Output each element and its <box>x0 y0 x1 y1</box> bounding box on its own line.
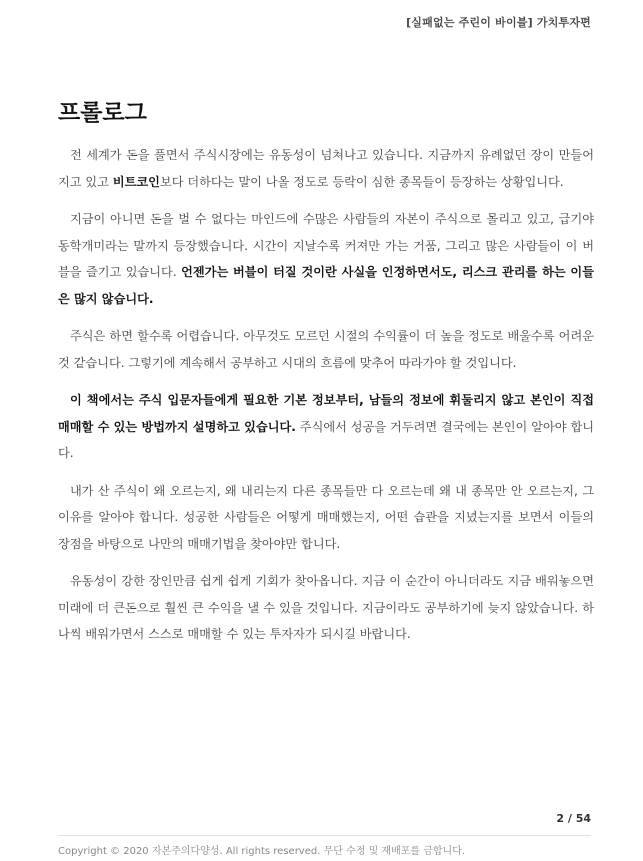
text-run: 주식에서 성공을 거두려면 결국에는 본인이 알아야 합니다. <box>58 419 594 460</box>
body-text <box>58 142 594 659</box>
paragraph <box>58 206 594 312</box>
paragraph <box>58 568 594 648</box>
copyright-notice: Copyright © 2020 자본주의다양성. All rights reserved. 무단 수정 및 재배포를 금합니다. <box>58 846 466 857</box>
paragraph <box>58 387 594 467</box>
emphasized-text: 비트코인 <box>112 174 160 189</box>
text-run: 유동성이 강한 장인만큼 쉽게 쉽게 기회가 찾아옵니다. 지금 이 순간이 아니더라도 지금 배워놓으면 미래에 더 큰돈으로 훨씬 큰 수익을 낼 수 있을 것입니다. 지금이라도 공부하기에 늦지 않았습니다. 하나씩 배워가면서 스스로 매매할 수 있는 투자자가 되시길 바랍니다. <box>58 574 594 641</box>
text-run: 보다 더하다는 말이 나올 정도로 등락이 심한 종목들이 등장하는 상황입니다. <box>159 174 564 189</box>
emphasized-text: 이 책에서는 주식 입문자들에게 필요한 기본 정보부터, 남들의 정보에 휘둘리지 않고 본인이 직접 매매할 수 있는 방법까지 설명하고 있습니다. <box>58 393 594 434</box>
chapter-title: 프롤로그 <box>58 100 147 126</box>
text-run: 전 세계가 돈을 풀면서 주식시장에는 유동성이 넘쳐나고 있습니다. 지금까지 유례없던 장이 만들어지고 있고 <box>58 148 594 189</box>
text-run: 지금이 아니면 돈을 벌 수 없다는 마인드에 수많은 사람들의 자본이 주식으로 몰리고 있고, 급기야 동학개미라는 말까지 등장했습니다. 시간이 지날수록 커져만 가는 거품, 그리고 많은 사람들이 이 버블을 즐기고 있습니다. <box>58 212 594 279</box>
text-run: 내가 산 주식이 왜 오르는지, 왜 내리는지 다른 종목들만 다 오르는데 왜 내 종목만 안 오르는지, 그 이유를 알아야 합니다. 성공한 사람들은 어떻게 매매했는지, 어떤 습관을 지녔는지를 보면서 이들의 장점을 바탕으로 나만의 매매기법을 찾아야만 합니다. <box>58 483 594 551</box>
footer-divider <box>58 835 591 836</box>
paragraph <box>58 323 594 376</box>
paragraph <box>58 478 594 558</box>
emphasized-text: 언젠가는 버블이 터질 것이란 사실을 인정하면서도, 리스크 관리를 하는 이들은 많지 않습니다. <box>58 265 594 306</box>
text-run: 주식은 하면 할수록 어렵습니다. 아무것도 모르던 시절의 수익률이 더 높을 정도로 배울수록 어려운 것 같습니다. 그렇기에 계속해서 공부하고 시대의 흐름에 맞추어 따라가야 할 것입니다. <box>58 329 594 370</box>
page-number: 2 / 54 <box>556 812 591 825</box>
paragraph <box>58 142 594 195</box>
document-header: [실패없는 주린이 바이블] 가치투자편 <box>406 16 591 29</box>
